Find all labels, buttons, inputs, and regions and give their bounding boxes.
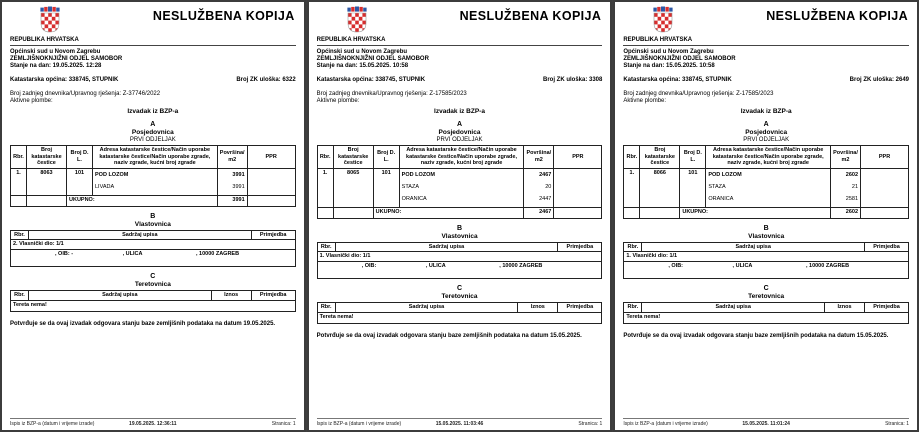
area-value: 21 [851, 183, 859, 190]
table-header-row [317, 242, 602, 252]
parcel-rbr: 1. [317, 168, 333, 207]
status-date-line: Stanje na dan: 19.05.2025. 12:28 [10, 63, 102, 69]
croatia-coat-of-arms-icon [347, 6, 367, 33]
ownership-sheet-table [317, 242, 603, 280]
table-header-row [11, 291, 296, 301]
footer-print-datetime: 19.05.2025. 12:36:11 [129, 421, 177, 427]
usage-line: STAZA [708, 183, 726, 190]
municipality-folio-row [10, 77, 296, 84]
section-c-letter: C [456, 285, 463, 292]
section-b-letter: B [763, 224, 769, 232]
empty-cell [861, 207, 909, 218]
empty-cell [554, 207, 602, 218]
owner-street: , ULICA [122, 251, 143, 257]
status-date-line: Stanje na dan: 15.05.2025. 10:58 [623, 63, 715, 69]
republic-title: REPUBLIKA HRVATSKA [10, 37, 79, 43]
section-c-title: Teretovnica [441, 293, 478, 300]
no-burden-row [317, 312, 602, 323]
zk-folio-number: Broj ZK uloška: 3308 [542, 77, 603, 83]
col-note: Primjedba [865, 242, 909, 252]
section-c-letter: C [150, 273, 156, 280]
footer-print-label: Ispis iz BZP-a (datum i vrijeme izrade) [10, 421, 95, 427]
parcel-row [317, 168, 602, 207]
area-value: 3991 [232, 183, 245, 190]
col-rbr: Rbr. [317, 146, 333, 169]
usage-lines [399, 168, 524, 207]
table-header-row [317, 303, 602, 313]
section-c-letter: C [763, 285, 769, 292]
encumbrance-sheet-table [623, 302, 909, 324]
parcel-number: 8066 [640, 168, 680, 207]
ppr-cell [247, 168, 295, 195]
total-area: 3991 [217, 195, 247, 206]
owner-row [11, 250, 296, 267]
section-b-letter: B [150, 212, 156, 220]
zk-folio-number: Broj ZK uloška: 6322 [236, 77, 296, 83]
court-name: Općinski sud u Novom Zagrebu [623, 49, 714, 55]
owner-street: , ULICA [425, 263, 446, 269]
republic-title: REPUBLIKA HRVATSKA [623, 37, 693, 43]
table-header-row [11, 230, 296, 240]
empty-cell [333, 207, 373, 218]
active-seals-line: Aktivne plombe: [316, 98, 360, 104]
total-label: UKUPNO: [67, 195, 218, 206]
col-ppr: PPR [554, 146, 602, 169]
col-entry-content: Sadržaj upisa [29, 291, 212, 301]
court-department: ZEMLJIŠNOKNJIŽNI ODJEL SAMOBOR [316, 56, 429, 62]
col-entry-content: Sadržaj upisa [335, 242, 558, 252]
no-burden-text: Tereta nema! [11, 300, 296, 311]
ownership-share-row [624, 252, 909, 262]
total-row [11, 195, 296, 206]
col-entry-content: Sadržaj upisa [29, 230, 252, 240]
owner-details [317, 262, 602, 279]
page-header [10, 2, 296, 35]
court-name: Općinski sud u Novom Zagrebu [10, 49, 101, 55]
court-department: ZEMLJIŠNOKNJIŽNI ODJEL SAMOBOR [10, 56, 123, 62]
section-a-subtitle: PRVI ODJELJAK [436, 137, 483, 143]
area-value: 2602 [845, 171, 859, 178]
area-value: 2467 [539, 171, 552, 178]
ownership-sheet-table [623, 242, 909, 280]
col-rbr: Rbr. [624, 303, 642, 313]
page-footer [623, 418, 909, 427]
header-divider [10, 45, 296, 46]
footer-page-number: Stranica: 1 [885, 421, 909, 427]
area-lines [217, 168, 247, 195]
footer-print-label: Ispis iz BZP-a (datum i vrijeme izrade) [623, 421, 708, 427]
no-burden-row [11, 300, 296, 311]
ownership-share-row [317, 252, 602, 262]
parcel-row [624, 168, 909, 207]
owner-oib: , OIB: [668, 263, 684, 269]
area-lines [831, 168, 861, 207]
section-b-title: Vlastovnica [748, 232, 785, 240]
cadastral-municipality: Katastarska općina: 338745, STUPNIK [623, 77, 732, 83]
active-seals-line: Aktivne plombe: [623, 98, 667, 104]
table-header-row [624, 146, 909, 169]
section-a-subtitle: PRVI ODJELJAK [743, 137, 790, 143]
footer-page-number: Stranica: 1 [271, 421, 296, 427]
section-a-letter: A [763, 121, 769, 128]
parcel-number: 8063 [27, 168, 67, 195]
table-header-row [317, 146, 602, 169]
court-department: ZEMLJIŠNOKNJIŽNI ODJEL SAMOBOR [623, 56, 736, 62]
owner-oib: , OIB: - [55, 251, 74, 257]
parcel-rbr: 1. [624, 168, 640, 207]
empty-cell [247, 195, 295, 206]
status-date-line: Stanje na dan: 15.05.2025. 10:58 [316, 63, 409, 69]
col-amount: Iznos [825, 303, 865, 313]
col-note: Primjedba [251, 291, 295, 301]
encumbrance-sheet-table [10, 290, 296, 312]
col-note: Primjedba [251, 230, 295, 240]
journal-number-line: Broj zadnjeg dnevnika/Upravnog rješenja: Z-17585/2023 [316, 91, 467, 97]
section-a-title: Posjedovnica [131, 129, 174, 136]
encumbrance-sheet-table [317, 302, 603, 324]
land-registry-extract-page [613, 0, 919, 432]
ownership-share: 1. Vlasnički dio: 1/1 [317, 252, 602, 262]
area-value: 3991 [232, 171, 245, 178]
col-address-usage: Adresa katastarske čestice/Način uporabe katastarske čestice/Način uporabe zgrade, naziv zgrade, kućni broj zgrade [93, 146, 218, 169]
owner-row [317, 262, 602, 279]
usage-line: POD LOZOM [401, 171, 435, 178]
total-row [317, 207, 602, 218]
section-c-title: Teretovnica [134, 281, 171, 288]
empty-cell [624, 207, 640, 218]
extract-title: Izvadak iz BZP-a [740, 108, 792, 115]
table-header-row [624, 303, 909, 313]
owner-city: , 10000 ZAGREB [499, 263, 543, 269]
section-a-subtitle: PRVI ODJELJAK [129, 137, 176, 143]
col-ppr: PPR [247, 146, 295, 169]
croatia-coat-of-arms-icon [40, 6, 60, 33]
section-b-letter: B [456, 224, 463, 232]
section-b-title: Vlastovnica [441, 232, 478, 240]
dl-number: 101 [373, 168, 399, 207]
col-area: Površina/ m2 [831, 146, 861, 169]
unofficial-copy-title: NESLUŽBENA KOPIJA [766, 9, 909, 23]
page-header [317, 2, 603, 35]
usage-line: POD LOZOM [95, 171, 129, 178]
total-label: UKUPNO: [680, 207, 831, 218]
page-header [623, 2, 909, 35]
unofficial-copy-title: NESLUŽBENA KOPIJA [459, 9, 602, 23]
col-entry-content: Sadržaj upisa [642, 242, 865, 252]
table-header-row [11, 146, 296, 169]
owner-city: , 10000 ZAGREB [805, 263, 850, 269]
usage-line: ORANICA [401, 195, 427, 202]
col-parcel-number: Broj katastarske čestice [333, 146, 373, 169]
ppr-cell [861, 168, 909, 207]
land-registry-extract-page [0, 0, 306, 432]
area-value: 2447 [539, 195, 552, 202]
header-divider [317, 45, 603, 46]
footer-page-number: Stranica: 1 [578, 421, 603, 427]
area-value: 20 [545, 183, 552, 190]
col-rbr: Rbr. [624, 242, 642, 252]
col-rbr: Rbr. [624, 146, 640, 169]
col-parcel-number: Broj katastarske čestice [640, 146, 680, 169]
col-entry-content: Sadržaj upisa [642, 303, 825, 313]
usage-line: POD LOZOM [708, 171, 742, 178]
col-note: Primjedba [865, 303, 909, 313]
col-amount: Iznos [518, 303, 558, 313]
usage-lines [706, 168, 831, 207]
col-entry-content: Sadržaj upisa [335, 303, 518, 313]
owner-city: , 10000 ZAGREB [195, 251, 240, 257]
owner-details [624, 262, 909, 279]
section-a-letter: A [150, 121, 156, 128]
footer-print-datetime: 15.05.2025. 11:01:24 [742, 421, 790, 427]
land-registry-extract-page [307, 0, 613, 432]
footer-print-datetime: 15.05.2025. 11:03:46 [435, 421, 484, 427]
total-row [624, 207, 909, 218]
zk-folio-number: Broj ZK uloška: 2649 [849, 77, 910, 83]
empty-cell [27, 195, 67, 206]
parcel-row [11, 168, 296, 195]
section-c-title: Teretovnica [748, 293, 785, 300]
usage-line: ORANICA [708, 195, 734, 202]
section-a-title: Posjedovnica [438, 129, 481, 136]
ownership-share: 2. Vlasnički dio: 1/1 [11, 240, 296, 250]
col-note: Primjedba [558, 303, 602, 313]
total-label: UKUPNO: [373, 207, 524, 218]
court-name: Općinski sud u Novom Zagrebu [316, 49, 408, 55]
col-address-usage: Adresa katastarske čestice/Način uporabe katastarske čestice/Način uporabe zgrade, naziv zgrade, kućni broj zgrade [706, 146, 831, 169]
owner-oib: , OIB: [361, 263, 377, 269]
usage-line: LIVADA [95, 183, 115, 190]
ownership-share-row [11, 240, 296, 250]
col-rbr: Rbr. [317, 242, 335, 252]
col-rbr: Rbr. [11, 230, 29, 240]
total-area: 2602 [831, 207, 861, 218]
journal-number-line: Broj zadnjeg dnevnika/Upravnog rješenja: Z-17585/2023 [623, 91, 774, 97]
col-amount: Iznos [211, 291, 251, 301]
municipality-folio-row [317, 77, 603, 84]
owner-row [624, 262, 909, 279]
republic-title: REPUBLIKA HRVATSKA [316, 37, 386, 43]
area-value: 2581 [845, 195, 859, 202]
certification-statement: Potvrđuje se da ovaj izvadak odgovara stanju baze zemljišnih podataka na datum 15.05.2025. [623, 332, 889, 339]
total-area: 2467 [524, 207, 554, 218]
page-footer [317, 418, 603, 427]
certification-statement: Potvrđuje se da ovaj izvadak odgovara stanju baze zemljišnih podataka na datum 15.05.2025. [316, 332, 582, 339]
parcel-number: 8065 [333, 168, 373, 207]
col-area: Površina/ m2 [524, 146, 554, 169]
possession-sheet-table [623, 145, 909, 219]
parcel-rbr: 1. [11, 168, 27, 195]
croatia-coat-of-arms-icon [653, 6, 673, 33]
usage-line: STAZA [401, 183, 419, 190]
col-dl-number: Broj D. L. [373, 146, 399, 169]
col-dl-number: Broj D. L. [680, 146, 706, 169]
col-rbr: Rbr. [317, 303, 335, 313]
col-rbr: Rbr. [11, 146, 27, 169]
dl-number: 101 [67, 168, 93, 195]
empty-cell [11, 195, 27, 206]
extract-title: Izvadak iz BZP-a [434, 108, 485, 115]
col-area: Površina/ m2 [217, 146, 247, 169]
cadastral-municipality: Katastarska općina: 338745, STUPNIK [316, 77, 426, 83]
dl-number: 101 [680, 168, 706, 207]
unofficial-copy-title: NESLUŽBENA KOPIJA [152, 9, 295, 23]
no-burden-row [624, 312, 909, 323]
col-address-usage: Adresa katastarske čestice/Način uporabe katastarske čestice/Način uporabe zgrade, naziv zgrade, kućni broj zgrade [399, 146, 524, 169]
possession-sheet-table [317, 145, 603, 219]
page-footer [10, 418, 296, 427]
section-a-title: Posjedovnica [745, 129, 788, 136]
table-header-row [624, 242, 909, 252]
active-seals-line: Aktivne plombe: [10, 98, 53, 104]
ownership-share: 1. Vlasnički dio: 1/1 [624, 252, 909, 262]
col-parcel-number: Broj katastarske čestice [27, 146, 67, 169]
col-rbr: Rbr. [11, 291, 29, 301]
owner-details [11, 250, 296, 267]
section-b-title: Vlastovnica [134, 220, 171, 228]
col-ppr: PPR [861, 146, 909, 169]
col-dl-number: Broj D. L. [67, 146, 93, 169]
area-lines [524, 168, 554, 207]
footer-print-label: Ispis iz BZP-a (datum i vrijeme izrade) [316, 421, 402, 427]
extract-title: Izvadak iz BZP-a [127, 108, 179, 115]
empty-cell [317, 207, 333, 218]
municipality-folio-row [623, 77, 909, 84]
col-note: Primjedba [558, 242, 602, 252]
no-burden-text: Tereta nema! [317, 312, 602, 323]
ppr-cell [554, 168, 602, 207]
certification-statement: Potvrđuje se da ovaj izvadak odgovara stanju baze zemljišnih podataka na datum 19.05.2025. [10, 320, 276, 327]
usage-lines [93, 168, 218, 195]
header-divider [623, 45, 909, 46]
possession-sheet-table [10, 145, 296, 207]
empty-cell [640, 207, 680, 218]
ownership-sheet-table [10, 230, 296, 268]
journal-number-line: Broj zadnjeg dnevnika/Upravnog rješenja: Z-37746/2022 [10, 91, 161, 97]
section-a-letter: A [456, 121, 463, 128]
owner-street: , ULICA [732, 263, 753, 269]
no-burden-text: Tereta nema! [624, 312, 909, 323]
cadastral-municipality: Katastarska općina: 338745, STUPNIK [10, 77, 119, 83]
